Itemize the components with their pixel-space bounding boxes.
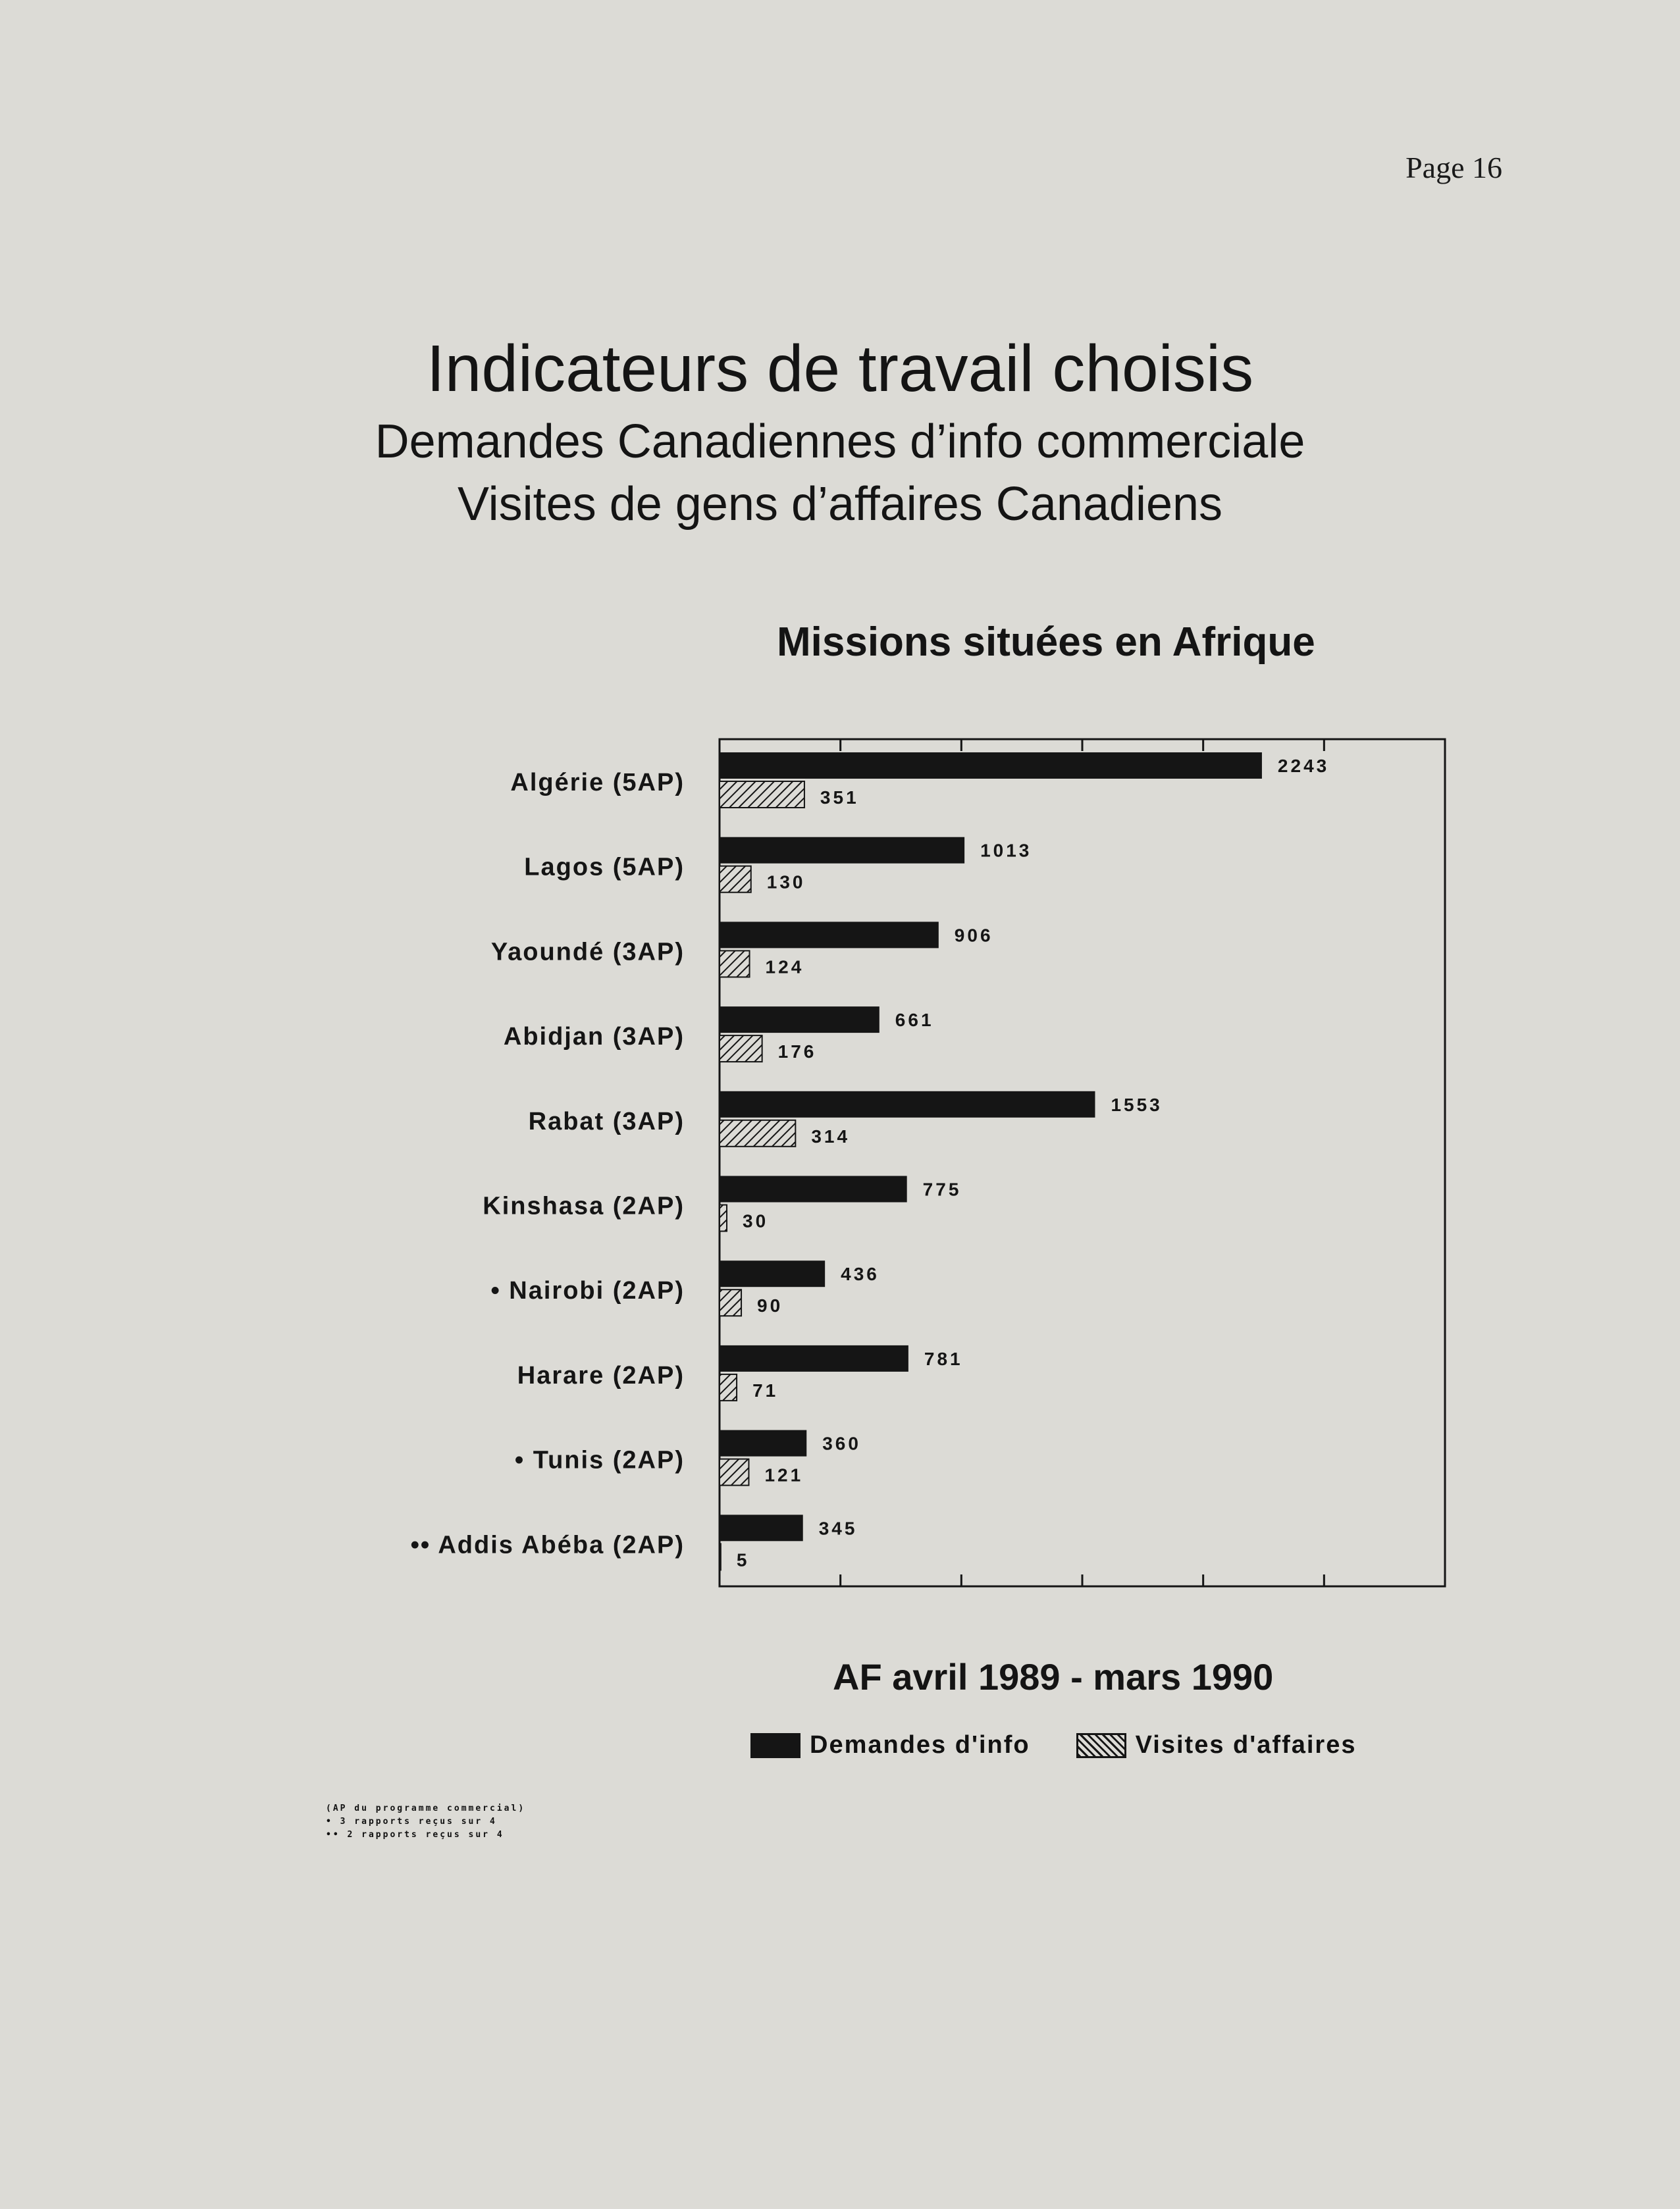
legend-item-visites <box>1076 1731 1357 1759</box>
bar-demandes <box>720 1345 908 1372</box>
bar-visites <box>720 781 804 808</box>
data-label-demandes: 781 <box>924 1348 963 1369</box>
category-label: • Tunis (2AP) <box>514 1446 685 1474</box>
bar-demandes <box>720 922 939 948</box>
bar-demandes <box>720 1260 825 1287</box>
category-label: Kinshasa (2AP) <box>483 1192 685 1220</box>
category-label: Harare (2AP) <box>517 1361 685 1390</box>
data-label-demandes: 1553 <box>1111 1094 1163 1115</box>
bar-visites <box>720 1035 762 1062</box>
page-number: Page 16 <box>1405 151 1502 184</box>
category-label: •• Addis Abéba (2AP) <box>410 1531 685 1559</box>
data-label-demandes: 775 <box>922 1179 962 1200</box>
data-label-visites: 176 <box>777 1041 817 1062</box>
data-label-visites: 130 <box>766 871 806 893</box>
page-subtitle-2: Visites de gens d’affaires Canadiens <box>457 478 1223 531</box>
data-label-demandes: 2243 <box>1277 756 1330 776</box>
data-label-visites: 5 <box>736 1549 750 1571</box>
bar-demandes <box>720 1006 879 1033</box>
category-label: Lagos (5AP) <box>524 853 685 881</box>
footnote-single-bullet: • 3 rapports reçus sur 4 <box>326 1817 497 1827</box>
category-label: Abidjan (3AP) <box>503 1023 685 1051</box>
legend-swatch-hatched <box>1076 1733 1126 1758</box>
bar-demandes <box>720 1091 1095 1118</box>
footnote-double-bullet: •• 2 rapports reçus sur 4 <box>326 1830 504 1840</box>
bar-demandes <box>720 752 1262 779</box>
bar-visites <box>720 866 751 893</box>
plot-frame <box>720 739 1445 1586</box>
category-label: • Nairobi (2AP) <box>490 1277 685 1305</box>
bar-visites <box>720 1459 748 1486</box>
legend-label-demandes: Demandes d'info <box>810 1731 1030 1759</box>
data-label-demandes: 661 <box>895 1010 934 1031</box>
bar-demandes <box>720 1430 806 1457</box>
legend-item-demandes <box>750 1731 1030 1759</box>
bar-visites <box>720 950 750 977</box>
page-title: Indicateurs de travail choisis <box>426 332 1254 405</box>
data-label-visites: 71 <box>752 1380 779 1401</box>
category-label: Algérie (5AP) <box>510 769 685 796</box>
bar-demandes <box>720 837 964 864</box>
data-label-demandes: 345 <box>818 1518 858 1539</box>
data-label-visites: 314 <box>811 1126 851 1147</box>
chart-title: Missions situées en Afrique <box>777 619 1315 665</box>
legend-swatch-solid <box>750 1733 801 1758</box>
data-label-demandes: 1013 <box>980 840 1032 861</box>
bar-visites <box>720 1544 721 1570</box>
category-label: Rabat (3AP) <box>528 1107 685 1135</box>
footnote-program: (AP du programme commercial) <box>326 1804 526 1813</box>
chart-legend <box>750 1731 1402 1759</box>
data-label-visites: 351 <box>820 787 859 808</box>
bar-demandes <box>720 1515 803 1541</box>
bar-visites <box>720 1120 795 1147</box>
chart-period-label: AF avril 1989 - mars 1990 <box>833 1656 1274 1698</box>
category-label: Yaoundé (3AP) <box>490 938 685 966</box>
bar-visites <box>720 1289 741 1316</box>
data-label-visites: 90 <box>757 1295 783 1316</box>
data-label-demandes: 906 <box>954 925 993 946</box>
data-label-visites: 121 <box>764 1465 804 1486</box>
bar-demandes <box>720 1176 907 1203</box>
legend-label-visites: Visites d'affaires <box>1135 1731 1357 1759</box>
data-label-demandes: 436 <box>841 1264 879 1285</box>
data-label-demandes: 360 <box>822 1433 861 1454</box>
data-label-visites: 30 <box>743 1210 769 1232</box>
bar-visites <box>720 1205 727 1232</box>
page-subtitle-1: Demandes Canadiennes d’info commerciale <box>375 415 1305 468</box>
data-label-visites: 124 <box>765 956 804 977</box>
footnotes <box>326 1802 525 1842</box>
bar-visites <box>720 1374 737 1401</box>
